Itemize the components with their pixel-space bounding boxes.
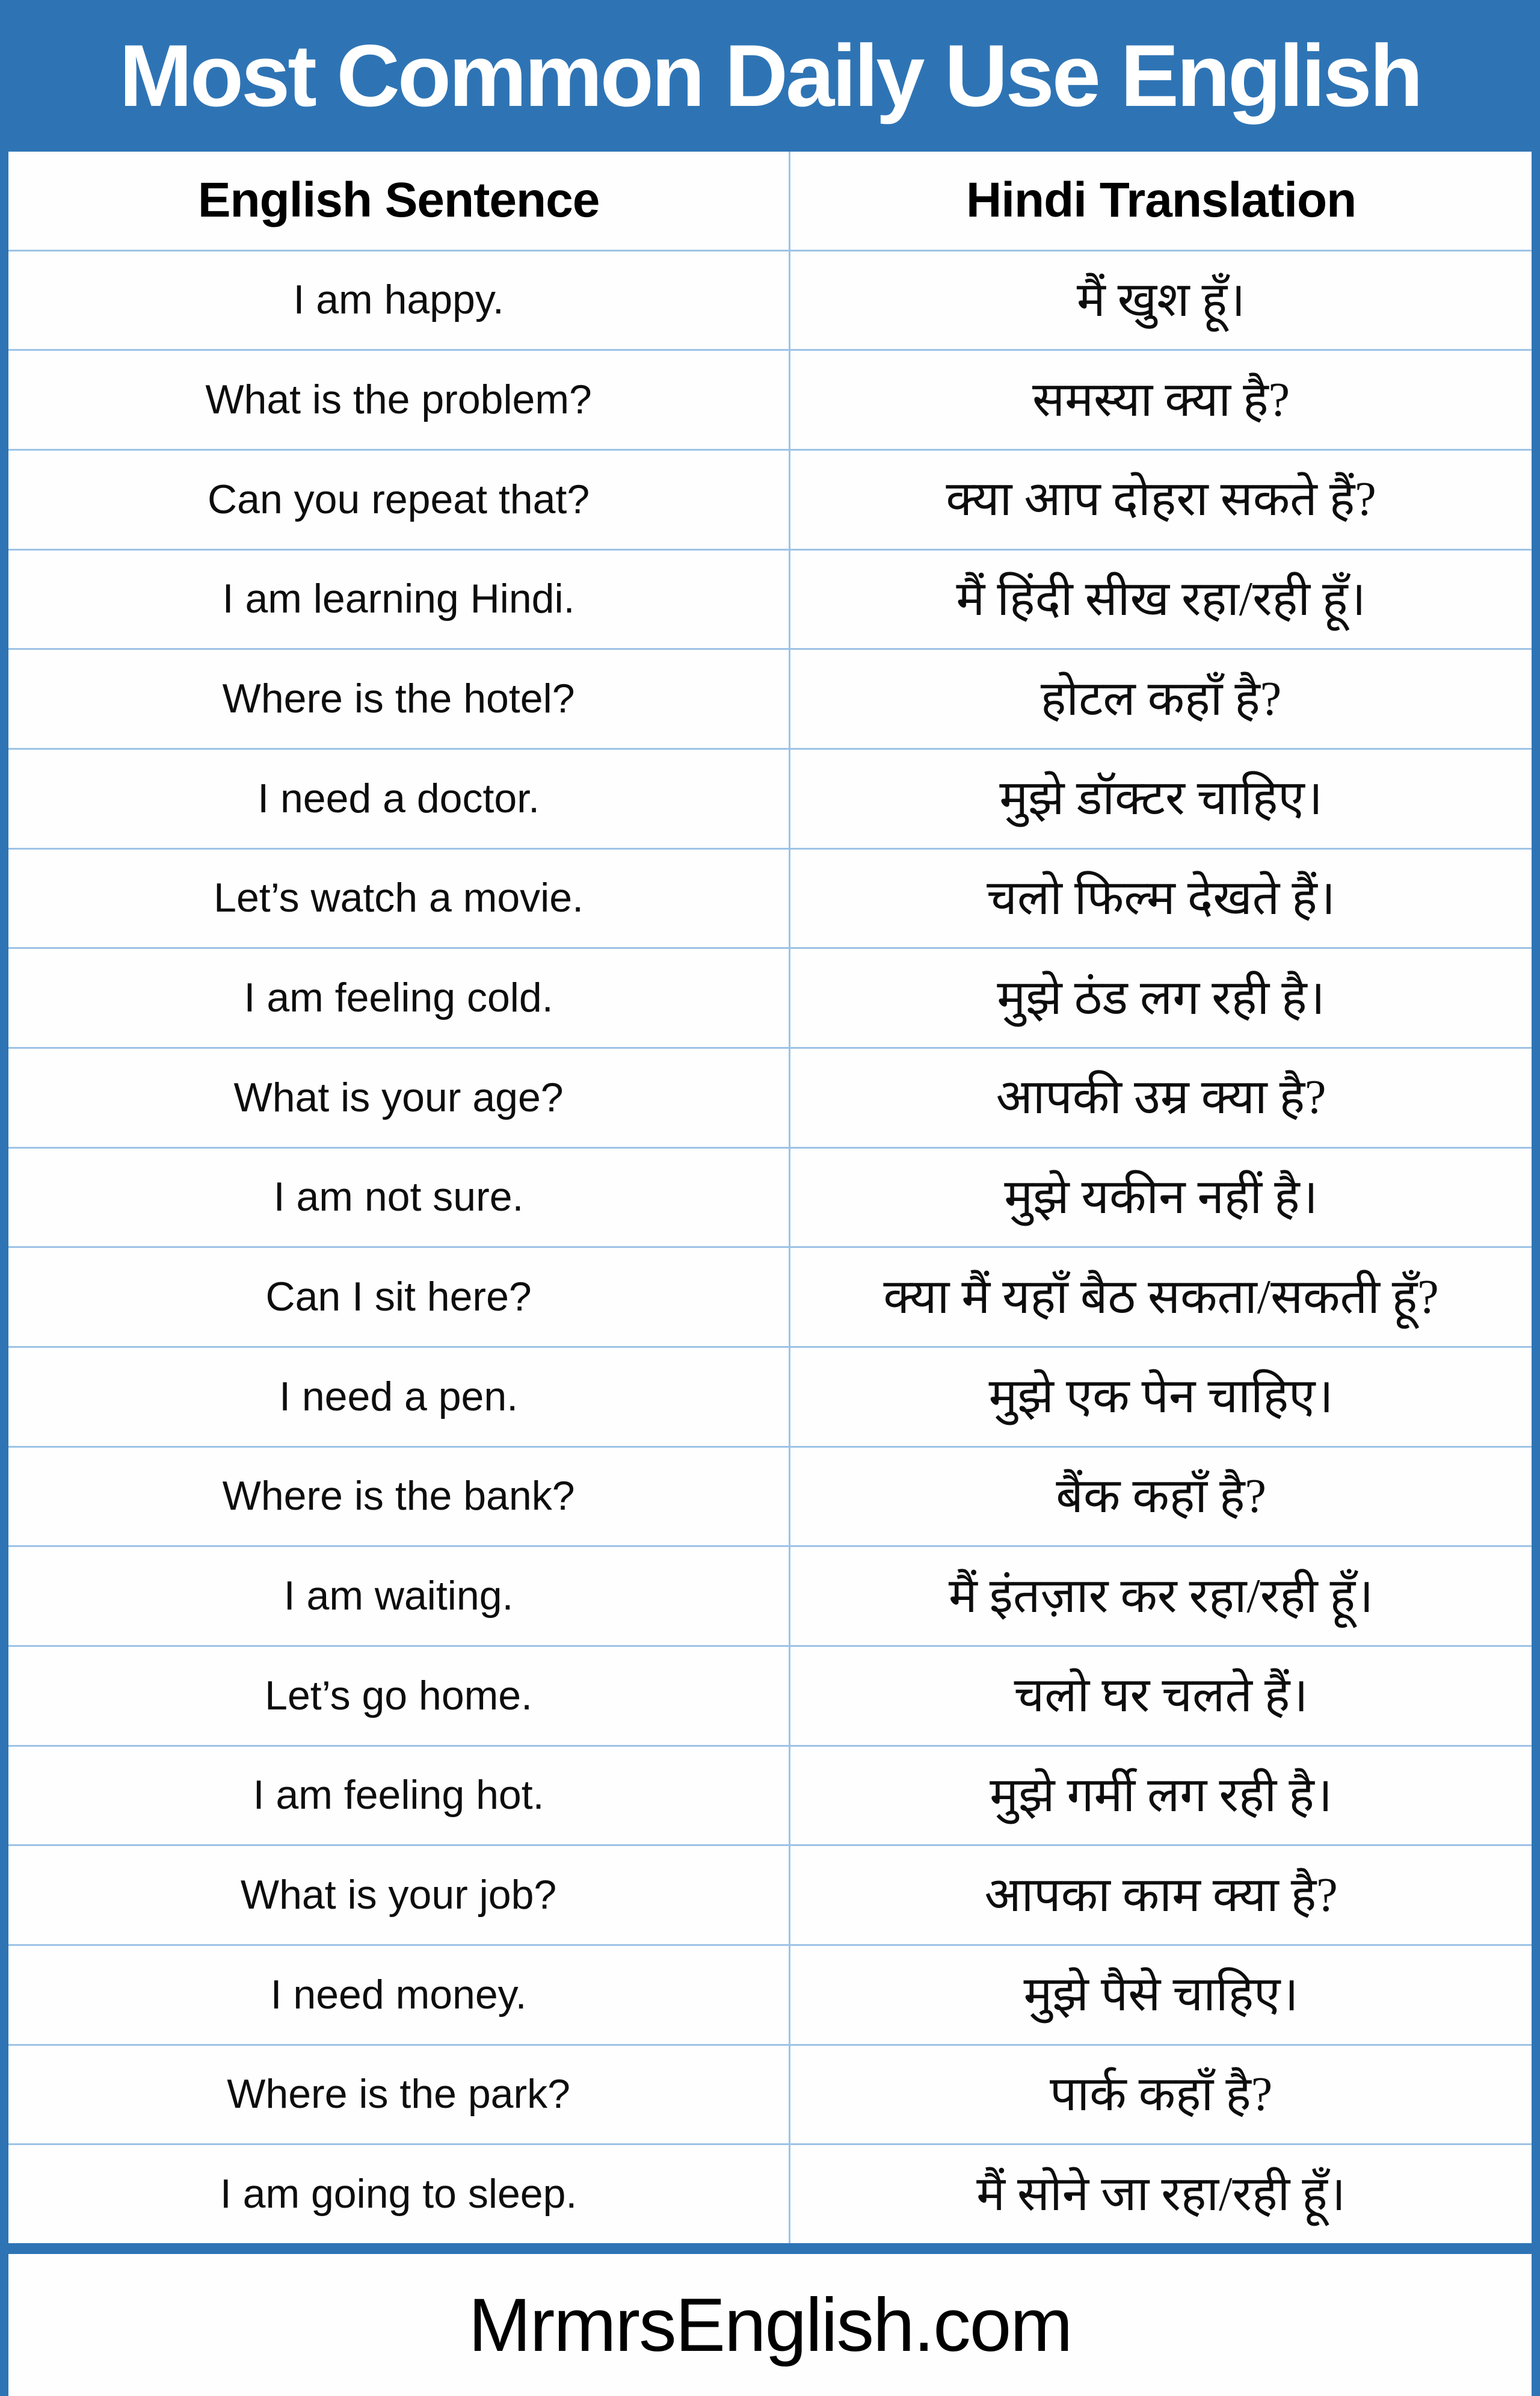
english-cell (8, 750, 790, 848)
english-sentence: I am waiting. (283, 1572, 514, 1619)
hindi-cell (790, 1547, 1532, 1645)
table-row (8, 1147, 1532, 1247)
header-band (0, 0, 1540, 152)
english-cell (8, 1348, 790, 1446)
footer-divider-bar (0, 2243, 1540, 2254)
website-name: MrmrsEnglish.com (468, 2283, 1072, 2367)
hindi-cell (790, 1448, 1532, 1546)
table-row (8, 648, 1532, 748)
table-row (8, 2143, 1532, 2243)
table-row (8, 1246, 1532, 1346)
english-cell (8, 1747, 790, 1845)
table-row (8, 1745, 1532, 1845)
hindi-translation: मुझे यकीन नहीं है। (1004, 1171, 1318, 1224)
hindi-cell (790, 949, 1532, 1047)
hindi-translation: मुझे गर्मी लग रही है। (990, 1769, 1333, 1823)
english-cell (8, 850, 790, 948)
english-cell (8, 1846, 790, 1944)
english-sentence: I am feeling hot. (253, 1772, 544, 1818)
english-sentence: I am going to sleep. (220, 2170, 578, 2217)
english-cell (8, 650, 790, 748)
english-sentence: What is your age? (233, 1074, 564, 1120)
table-row (8, 1645, 1532, 1745)
hindi-translation: होटल कहाँ है? (1040, 672, 1282, 726)
english-sentence: I need a doctor. (257, 775, 540, 821)
hindi-cell (790, 1049, 1532, 1147)
right-border (1532, 152, 1540, 2396)
english-sentence: Let’s watch a movie. (214, 875, 584, 921)
english-sentence: What is your job? (240, 1871, 557, 1918)
table-row (8, 549, 1532, 649)
hindi-cell (790, 1747, 1532, 1845)
left-border (0, 152, 8, 2396)
table-header-row (8, 152, 1532, 250)
english-sentence: Where is the bank? (222, 1473, 575, 1519)
hindi-translation: मैं सोने जा रहा/रही हूँ। (976, 2167, 1346, 2221)
hindi-cell (790, 351, 1532, 449)
hindi-translation: चलो घर चलते हैं। (1014, 1669, 1308, 1723)
english-cell (8, 551, 790, 649)
table-row (8, 2044, 1532, 2144)
english-cell (8, 1448, 790, 1546)
hindi-cell (790, 650, 1532, 748)
english-sentence: I need a pen. (279, 1373, 519, 1419)
hindi-translation: क्या मैं यहाँ बैठ सकता/सकती हूँ? (883, 1270, 1439, 1324)
english-sentence: Where is the park? (227, 2071, 570, 2117)
hindi-translation: मुझे ठंड लग रही है। (997, 971, 1325, 1025)
hindi-translation: आपकी उम्र क्या है? (996, 1071, 1326, 1125)
hindi-translation: बैंक कहाँ है? (1056, 1470, 1266, 1524)
hindi-cell (790, 1149, 1532, 1247)
table-row (8, 1446, 1532, 1546)
english-cell (8, 1547, 790, 1645)
table-row (8, 1844, 1532, 1944)
english-cell (8, 1149, 790, 1247)
hindi-cell (790, 750, 1532, 848)
hindi-translation: मैं हिंदी सीख रहा/रही हूँ। (956, 573, 1366, 626)
english-sentence: I need money. (270, 1971, 527, 2018)
hindi-cell (790, 1647, 1532, 1745)
hindi-translation: चलो फिल्म देखते हैं। (987, 872, 1336, 925)
hindi-cell (790, 2145, 1532, 2243)
hindi-cell (790, 1946, 1532, 2044)
hindi-cell (790, 252, 1532, 350)
table-row (8, 1047, 1532, 1147)
english-cell (8, 2046, 790, 2144)
english-cell (8, 1248, 790, 1346)
phrase-table (8, 152, 1532, 2243)
english-sentence: Where is the hotel? (222, 675, 575, 721)
english-cell (8, 351, 790, 449)
hindi-translation: मैं खुश हूँ। (1076, 274, 1246, 327)
table-row (8, 848, 1532, 948)
hindi-header-cell (790, 152, 1532, 250)
table-row (8, 1545, 1532, 1645)
english-cell (8, 252, 790, 350)
footer (8, 2254, 1532, 2396)
hindi-cell (790, 551, 1532, 649)
english-cell (8, 949, 790, 1047)
table-row (8, 349, 1532, 449)
english-cell (8, 451, 790, 549)
hindi-translation: मुझे एक पेन चाहिए। (988, 1370, 1334, 1424)
english-sentence: Can I sit here? (265, 1273, 532, 1320)
hindi-translation: समस्या क्या है? (1032, 373, 1290, 427)
hindi-cell (790, 1248, 1532, 1346)
hindi-column-header: Hindi Translation (966, 173, 1357, 228)
hindi-cell (790, 2046, 1532, 2144)
hindi-cell (790, 1846, 1532, 1944)
english-sentence: Let’s go home. (265, 1672, 532, 1718)
table-row (8, 748, 1532, 848)
english-cell (8, 1049, 790, 1147)
english-cell (8, 2145, 790, 2243)
hindi-cell (790, 1348, 1532, 1446)
hindi-translation: क्या आप दोहरा सकते हैं? (946, 473, 1376, 526)
table-row (8, 947, 1532, 1047)
table-row (8, 449, 1532, 549)
page-title: Most Common Daily Use English (119, 26, 1421, 125)
english-cell (8, 1647, 790, 1745)
english-cell (8, 1946, 790, 2044)
english-sentence: I am feeling cold. (244, 974, 553, 1020)
hindi-translation: मैं इंतज़ार कर रहा/रही हूँ। (948, 1569, 1374, 1623)
hindi-translation: मुझे पैसे चाहिए। (1023, 1968, 1299, 2022)
hindi-translation: पार्क कहाँ है? (1049, 2068, 1273, 2122)
english-sentence: I am not sure. (273, 1174, 524, 1220)
english-sentence: I am happy. (293, 277, 504, 323)
hindi-cell (790, 850, 1532, 948)
table-row (8, 250, 1532, 350)
table-row (8, 1944, 1532, 2044)
english-column-header: English Sentence (197, 173, 600, 228)
hindi-translation: आपका काम क्या है? (984, 1868, 1338, 1922)
english-sentence: I am learning Hindi. (222, 576, 575, 622)
hindi-cell (790, 451, 1532, 549)
english-sentence: What is the problem? (205, 376, 592, 422)
table-row (8, 1346, 1532, 1446)
hindi-translation: मुझे डॉक्टर चाहिए। (999, 772, 1323, 826)
english-header-cell (8, 152, 790, 250)
english-sentence: Can you repeat that? (208, 476, 590, 522)
